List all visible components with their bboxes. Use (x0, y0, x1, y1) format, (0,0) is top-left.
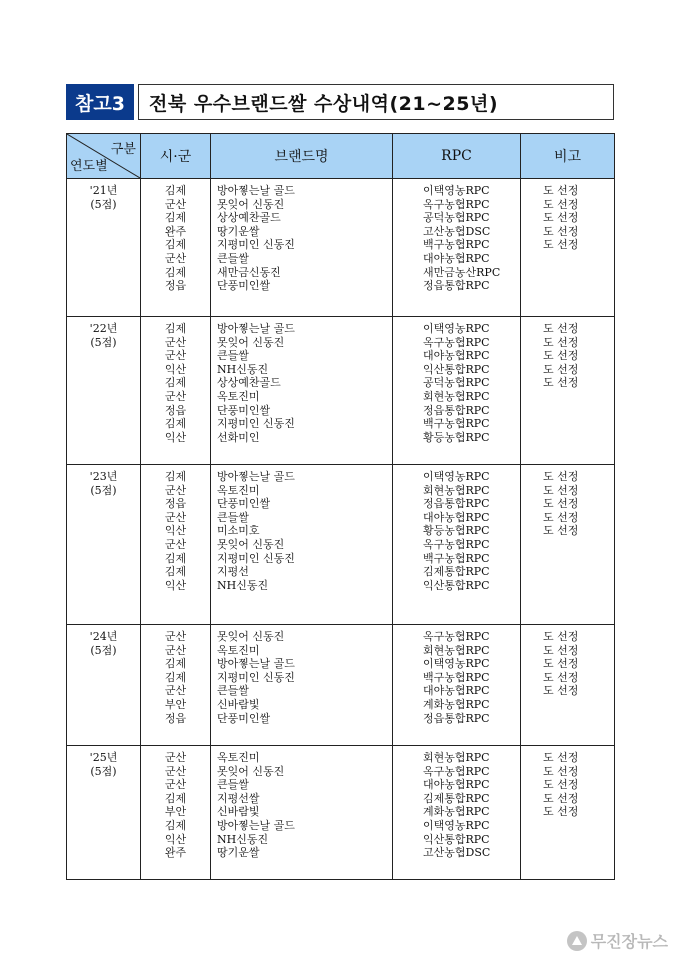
year-cell (67, 746, 141, 880)
note-text: 도 선정 (543, 211, 579, 225)
rpc-cell (393, 746, 521, 880)
title-area (66, 84, 614, 120)
year-label: '23년 (89, 470, 118, 483)
year-label: '22년 (89, 322, 118, 335)
rpc-cell (393, 179, 521, 317)
rpc-name: 익산통합RPC (423, 578, 490, 592)
city-name: 정읍 (164, 403, 187, 417)
header-city: 시·군 (141, 134, 211, 179)
city-name: 김제 (164, 376, 187, 390)
note-text: 도 선정 (543, 362, 579, 376)
rpc-name: 정읍통합RPC (423, 497, 490, 511)
city-name: 김제 (164, 238, 187, 252)
city-name: 군산 (164, 751, 187, 764)
note-cell (521, 317, 615, 465)
brand-name: 못잊어 신동진 (217, 335, 285, 349)
city-name: 김제 (164, 791, 187, 805)
city-name: 군산 (164, 251, 187, 265)
brand-name: 방아찧는날 골드 (217, 818, 295, 832)
city-name: 김제 (164, 551, 187, 565)
city-name: 김제 (164, 417, 187, 431)
award-count: (5점) (90, 335, 117, 349)
brand-name: 선화미인 (217, 430, 260, 444)
rpc-name: 옥구농협RPC (423, 197, 490, 211)
city-name: 정읍 (164, 711, 187, 725)
brand-name: 큰들쌀 (217, 510, 249, 524)
rpc-name: 회현농협RPC (423, 751, 490, 764)
rpc-cell (393, 465, 521, 625)
brand-name: 지평선 (217, 565, 249, 579)
rpc-name: 회현농협RPC (423, 643, 490, 657)
brand-name: 방아찧는날 골드 (217, 470, 295, 483)
city-cell (141, 317, 211, 465)
awards-table (66, 133, 615, 880)
note-text: 도 선정 (543, 630, 579, 643)
award-count: (5점) (90, 483, 117, 497)
brand-name: 지평미인 신동진 (217, 417, 295, 431)
city-name: 익산 (164, 430, 187, 444)
note-text: 도 선정 (543, 764, 579, 778)
brand-cell (211, 746, 393, 880)
year-cell (67, 625, 141, 746)
note-text: 도 선정 (543, 510, 579, 524)
brand-name: 못잊어 신동진 (217, 197, 285, 211)
brand-name: 옥토진미 (217, 483, 260, 497)
rpc-name: 옥구농협RPC (423, 537, 490, 551)
rpc-name: 이택영농RPC (423, 322, 490, 335)
rpc-name: 고산농협DSC (423, 224, 491, 238)
city-name: 부안 (164, 805, 187, 819)
award-count: (5점) (90, 643, 117, 657)
year-group-row (67, 179, 615, 317)
city-cell (141, 179, 211, 317)
city-name: 군산 (164, 335, 187, 349)
city-name: 부안 (164, 697, 187, 711)
rpc-name: 대야농협RPC (423, 510, 490, 524)
note-text: 도 선정 (543, 657, 579, 671)
brand-name: 방아찧는날 골드 (217, 322, 295, 335)
note-cell (521, 625, 615, 746)
city-name: 군산 (164, 684, 187, 698)
city-name: 군산 (164, 510, 187, 524)
year-group-row (67, 317, 615, 465)
city-name: 김제 (164, 470, 187, 483)
rpc-name: 백구농협RPC (423, 238, 490, 252)
rpc-name: 대야농협RPC (423, 778, 490, 792)
header-note: 비고 (521, 134, 615, 179)
rpc-name: 대야농협RPC (423, 684, 490, 698)
year-cell (67, 465, 141, 625)
year-group-row (67, 625, 615, 746)
city-name: 군산 (164, 630, 187, 643)
city-name: 정읍 (164, 279, 187, 293)
rpc-name: 대야농협RPC (423, 349, 490, 363)
brand-name: NH신동진 (217, 578, 269, 592)
mountain-logo-icon (567, 931, 587, 951)
city-cell (141, 746, 211, 880)
city-name: 김제 (164, 818, 187, 832)
city-name: 군산 (164, 483, 187, 497)
header-rpc: RPC (393, 134, 521, 179)
note-cell (521, 179, 615, 317)
rpc-name: 김제통합RPC (423, 565, 490, 579)
brand-name: NH신동진 (217, 362, 269, 376)
city-name: 군산 (164, 778, 187, 792)
brand-name: 단풍미인쌀 (217, 279, 271, 293)
rpc-name: 대야농협RPC (423, 251, 490, 265)
brand-name: 미소미호 (217, 524, 260, 538)
brand-name: 방아찧는날 골드 (217, 184, 295, 197)
brand-name: 큰들쌀 (217, 349, 249, 363)
year-label: '24년 (89, 630, 118, 643)
rpc-name: 백구농협RPC (423, 417, 490, 431)
rpc-name: 공덕농협RPC (423, 211, 490, 225)
note-text: 도 선정 (543, 376, 579, 390)
page-title: 전북 우수브랜드쌀 수상내역(21~25년) (138, 84, 614, 120)
reference-badge: 참고3 (66, 84, 134, 120)
city-name: 군산 (164, 197, 187, 211)
rpc-cell (393, 317, 521, 465)
header-brand: 브랜드명 (211, 134, 393, 179)
city-name: 완주 (164, 224, 187, 238)
brand-name: 못잊어 신동진 (217, 537, 285, 551)
rpc-name: 정읍통합RPC (423, 403, 490, 417)
brand-name: 방아찧는날 골드 (217, 657, 295, 671)
rpc-name: 계화농협RPC (423, 697, 490, 711)
brand-name: 땅기운쌀 (217, 224, 260, 238)
note-text: 도 선정 (543, 497, 579, 511)
note-text: 도 선정 (543, 238, 579, 252)
city-name: 익산 (164, 524, 187, 538)
note-text: 도 선정 (543, 349, 579, 363)
note-text: 도 선정 (543, 483, 579, 497)
city-name: 군산 (164, 764, 187, 778)
note-text: 도 선정 (543, 184, 579, 197)
corner-header (67, 134, 141, 179)
year-label: '21년 (89, 184, 118, 197)
rpc-name: 익산통합RPC (423, 832, 490, 846)
rpc-name: 회현농협RPC (423, 389, 490, 403)
brand-name: 옥토진미 (217, 643, 260, 657)
city-name: 김제 (164, 565, 187, 579)
rpc-name: 황등농협RPC (423, 524, 490, 538)
rpc-name: 정읍통합RPC (423, 279, 490, 293)
note-text: 도 선정 (543, 335, 579, 349)
brand-name: 옥토진미 (217, 751, 260, 764)
note-text: 도 선정 (543, 524, 579, 538)
city-name: 김제 (164, 265, 187, 279)
brand-name: 땅기운쌀 (217, 846, 260, 860)
city-name: 익산 (164, 832, 187, 846)
brand-cell (211, 317, 393, 465)
rpc-name: 백구농협RPC (423, 551, 490, 565)
watermark-text: 무진장뉴스 (590, 932, 668, 951)
year-group-row (67, 746, 615, 880)
brand-name: 단풍미인쌀 (217, 497, 271, 511)
note-cell (521, 746, 615, 880)
city-cell (141, 465, 211, 625)
brand-name: 단풍미인쌀 (217, 403, 271, 417)
city-name: 김제 (164, 211, 187, 225)
brand-name: 신바람빛 (217, 805, 260, 819)
rpc-cell (393, 625, 521, 746)
note-text: 도 선정 (543, 224, 579, 238)
brand-cell (211, 625, 393, 746)
brand-name: 큰들쌀 (217, 684, 249, 698)
note-text: 도 선정 (543, 643, 579, 657)
rpc-name: 정읍통합RPC (423, 711, 490, 725)
header-row (67, 134, 615, 179)
rpc-name: 옥구농협RPC (423, 335, 490, 349)
rpc-name: 김제통합RPC (423, 791, 490, 805)
note-text: 도 선정 (543, 805, 579, 819)
rpc-name: 계화농협RPC (423, 805, 490, 819)
city-name: 정읍 (164, 497, 187, 511)
city-name: 김제 (164, 670, 187, 684)
award-count: (5점) (90, 764, 117, 778)
rpc-name: 이택영농RPC (423, 657, 490, 671)
rpc-name: 이택영농RPC (423, 470, 490, 483)
note-text: 도 선정 (543, 684, 579, 698)
note-text: 도 선정 (543, 778, 579, 792)
brand-name: 상상예찬골드 (217, 211, 281, 225)
rpc-name: 백구농협RPC (423, 670, 490, 684)
brand-name: 지평미인 신동진 (217, 670, 295, 684)
note-text: 도 선정 (543, 791, 579, 805)
rpc-name: 옥구농협RPC (423, 630, 490, 643)
year-label: '25년 (89, 751, 118, 764)
rpc-name: 이택영농RPC (423, 184, 490, 197)
note-text: 도 선정 (543, 470, 579, 483)
watermark (567, 929, 668, 952)
rpc-name: 이택영농RPC (423, 818, 490, 832)
note-text: 도 선정 (543, 322, 579, 335)
brand-name: 큰들쌀 (217, 251, 249, 265)
city-name: 김제 (164, 322, 187, 335)
city-name: 군산 (164, 537, 187, 551)
awards-body (67, 179, 615, 880)
note-text: 도 선정 (543, 197, 579, 211)
brand-name: 지평선쌀 (217, 791, 260, 805)
city-name: 완주 (164, 846, 187, 860)
rpc-name: 옥구농협RPC (423, 764, 490, 778)
brand-name: 큰들쌀 (217, 778, 249, 792)
note-text: 도 선정 (543, 751, 579, 764)
city-name: 익산 (164, 362, 187, 376)
corner-label-year: 연도별 (70, 159, 108, 174)
brand-name: 못잊어 신동진 (217, 630, 285, 643)
rpc-name: 황등농협RPC (423, 430, 490, 444)
note-cell (521, 465, 615, 625)
brand-name: 단풍미인쌀 (217, 711, 271, 725)
brand-cell (211, 179, 393, 317)
brand-name: 지평미인 신동진 (217, 551, 295, 565)
rpc-name: 공덕농협RPC (423, 376, 490, 390)
brand-cell (211, 465, 393, 625)
rpc-name: 새만금농산RPC (423, 265, 501, 279)
award-count: (5점) (90, 197, 117, 211)
brand-name: 옥토진미 (217, 389, 260, 403)
brand-name: 새만금신동진 (217, 265, 281, 279)
year-cell (67, 317, 141, 465)
brand-name: NH신동진 (217, 832, 269, 846)
rpc-name: 익산통합RPC (423, 362, 490, 376)
year-cell (67, 179, 141, 317)
city-name: 김제 (164, 657, 187, 671)
city-name: 군산 (164, 643, 187, 657)
brand-name: 지평미인 신동진 (217, 238, 295, 252)
city-name: 익산 (164, 578, 187, 592)
rpc-name: 회현농협RPC (423, 483, 490, 497)
corner-label-category: 구분 (110, 142, 136, 157)
city-cell (141, 625, 211, 746)
city-name: 군산 (164, 389, 187, 403)
note-text: 도 선정 (543, 670, 579, 684)
brand-name: 상상예찬골드 (217, 376, 281, 390)
city-name: 김제 (164, 184, 187, 197)
rpc-name: 고산농협DSC (423, 846, 491, 860)
year-group-row (67, 465, 615, 625)
brand-name: 신바람빛 (217, 697, 260, 711)
city-name: 군산 (164, 349, 187, 363)
brand-name: 못잊어 신동진 (217, 764, 285, 778)
